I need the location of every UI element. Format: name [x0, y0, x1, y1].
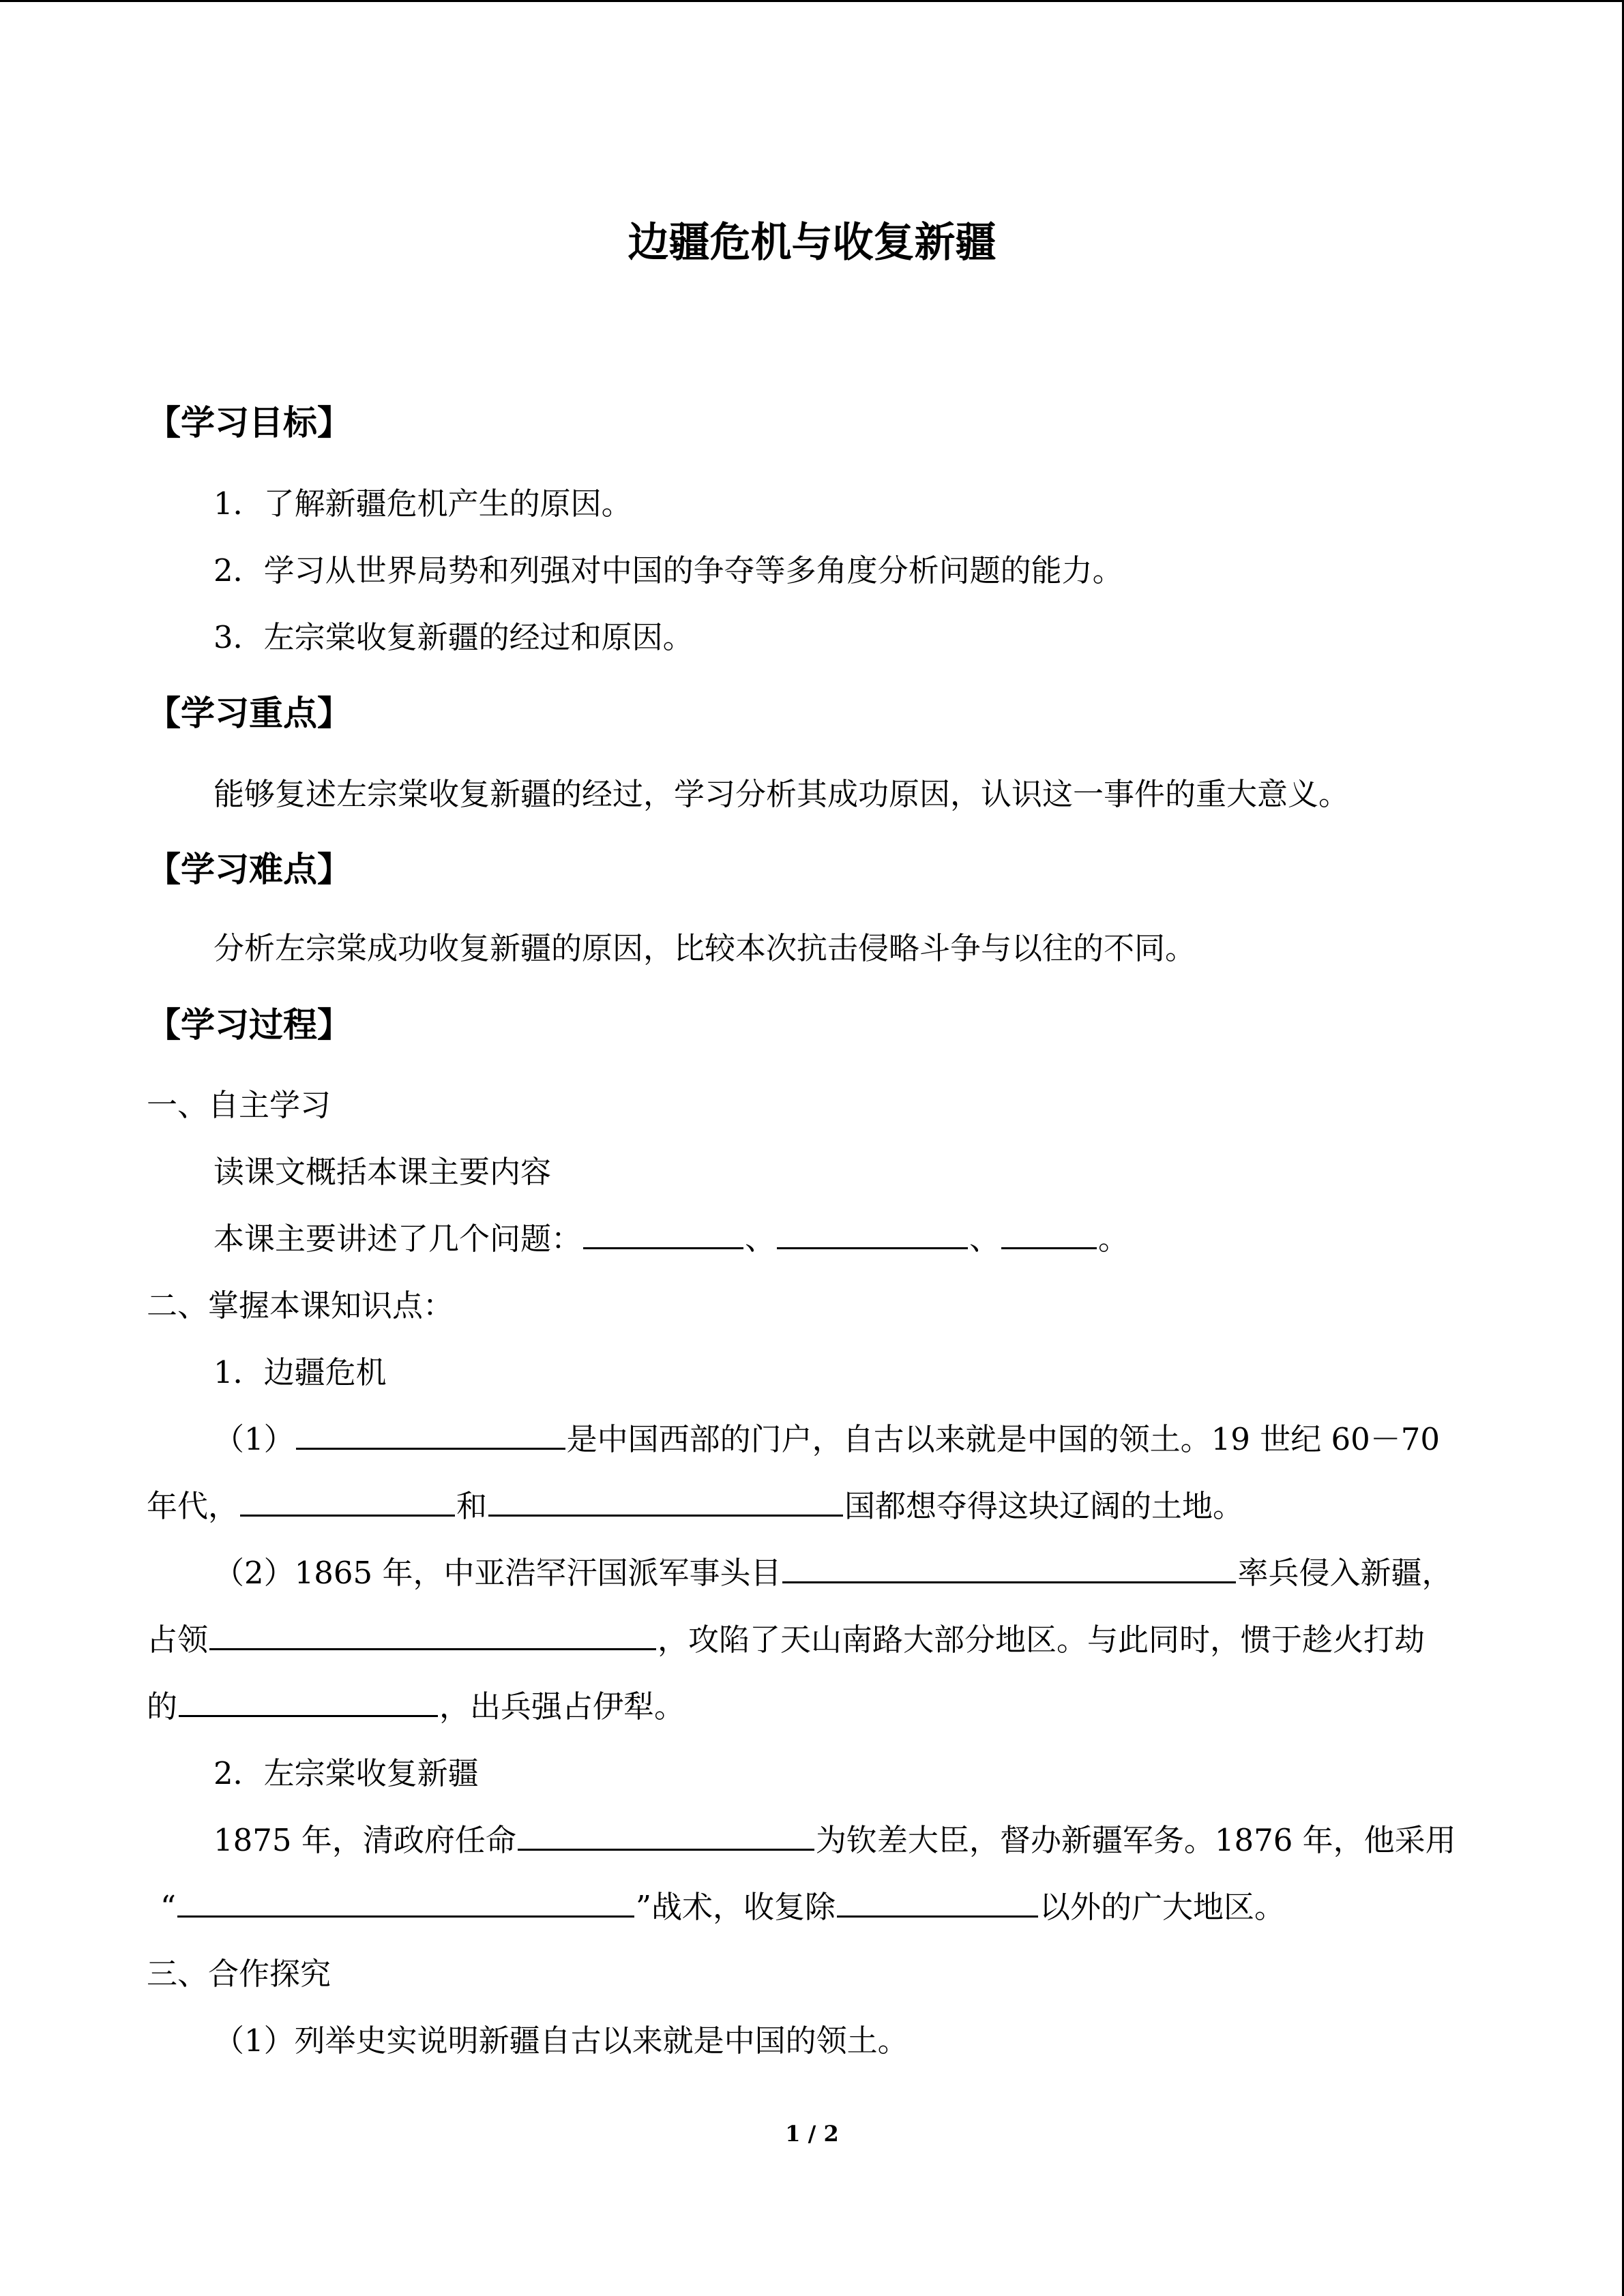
text-run: 国都想夺得这块辽阔的土地。 — [844, 1488, 1244, 1524]
fill-blank[interactable] — [209, 1620, 656, 1650]
fill-blank[interactable] — [583, 1219, 743, 1249]
fill-blank[interactable] — [777, 1219, 968, 1249]
goals-heading: 【学习目标】 — [147, 403, 351, 443]
text-run: （1） — [213, 1421, 295, 1457]
text-run: 是中国西部的门户，自古以来就是中国的领土。19 世纪 60－70 — [566, 1421, 1441, 1457]
fill-blank[interactable] — [296, 1419, 565, 1450]
text-run: 占领 — [147, 1622, 209, 1658]
page-border-top — [0, 0, 1624, 2]
para-3-line-1 — [213, 1815, 1456, 1860]
text-run: 和 — [456, 1488, 488, 1524]
inquiry-question-1: （1）列举史实说明新疆自古以来就是中国的领土。 — [213, 2023, 909, 2059]
fill-blank[interactable] — [518, 1820, 814, 1851]
fill-blank[interactable] — [837, 1887, 1038, 1918]
section-self-study: 一、自主学习 — [147, 1087, 331, 1123]
focus-heading: 【学习重点】 — [147, 694, 351, 733]
focus-text: 能够复述左宗棠收复新疆的经过，学习分析其成功原因，认识这一事件的重大意义。 — [213, 776, 1350, 812]
question-prefix: 本课主要讲述了几个问题： — [213, 1221, 582, 1257]
fill-blank[interactable] — [179, 1686, 438, 1717]
fill-blank[interactable] — [177, 1887, 634, 1918]
text-run: 1875 年，清政府任命 — [213, 1822, 516, 1858]
para-2-line-1 — [213, 1548, 1452, 1592]
text-run: ，出兵强占伊犁。 — [439, 1688, 685, 1725]
para-3-line-2 — [160, 1882, 1285, 1926]
para-1-line-2 — [147, 1481, 1243, 1525]
fill-blank[interactable] — [782, 1553, 1236, 1583]
self-study-question — [213, 1214, 1129, 1258]
separator: 、 — [969, 1221, 1001, 1257]
knowledge-1-title: 1．边疆危机 — [213, 1354, 387, 1390]
knowledge-2-title: 2．左宗棠收复新疆 — [213, 1755, 479, 1791]
page-number: 1 / 2 — [785, 2121, 839, 2147]
text-run: （2）1865 年，中亚浩罕汗国派军事头目 — [213, 1555, 782, 1591]
para-2-line-2 — [147, 1615, 1425, 1659]
difficulty-heading: 【学习难点】 — [147, 850, 351, 889]
section-cooperative-inquiry: 三、合作探究 — [147, 1956, 331, 1992]
page-title: 边疆危机与收复新疆 — [628, 219, 996, 267]
text-run: 以外的广大地区。 — [1039, 1889, 1286, 1925]
text-run: 年代， — [147, 1488, 239, 1524]
separator: 、 — [745, 1221, 776, 1257]
process-heading: 【学习过程】 — [147, 1005, 351, 1045]
goal-item-2: 2．学习从世界局势和列强对中国的争夺等多角度分析问题的能力。 — [213, 552, 1123, 588]
text-run: 率兵侵入新疆， — [1237, 1555, 1453, 1591]
text-run: 的 — [147, 1688, 178, 1725]
goal-item-3: 3．左宗棠收复新疆的经过和原因。 — [213, 619, 694, 655]
goal-item-1: 1．了解新疆危机产生的原因。 — [213, 486, 632, 522]
text-run: ”战术，收复除 — [636, 1889, 836, 1925]
para-2-line-3 — [147, 1682, 685, 1726]
fill-blank[interactable] — [1001, 1219, 1097, 1249]
text-run: 为钦差大臣，督办新疆军务。1876 年，他采用 — [815, 1822, 1456, 1858]
text-run: “ — [160, 1889, 177, 1925]
period: 。 — [1098, 1221, 1130, 1257]
para-1-line-1 — [213, 1414, 1440, 1459]
text-run: ，攻陷了天山南路大部分地区。与此同时，惯于趁火打劫 — [658, 1622, 1426, 1658]
section-knowledge: 二、掌握本课知识点： — [147, 1287, 454, 1324]
self-study-instruction: 读课文概括本课主要内容 — [213, 1154, 552, 1190]
fill-blank[interactable] — [240, 1486, 455, 1517]
difficulty-text: 分析左宗棠成功收复新疆的原因，比较本次抗击侵略斗争与以往的不同。 — [213, 930, 1196, 966]
fill-blank[interactable] — [488, 1486, 843, 1517]
